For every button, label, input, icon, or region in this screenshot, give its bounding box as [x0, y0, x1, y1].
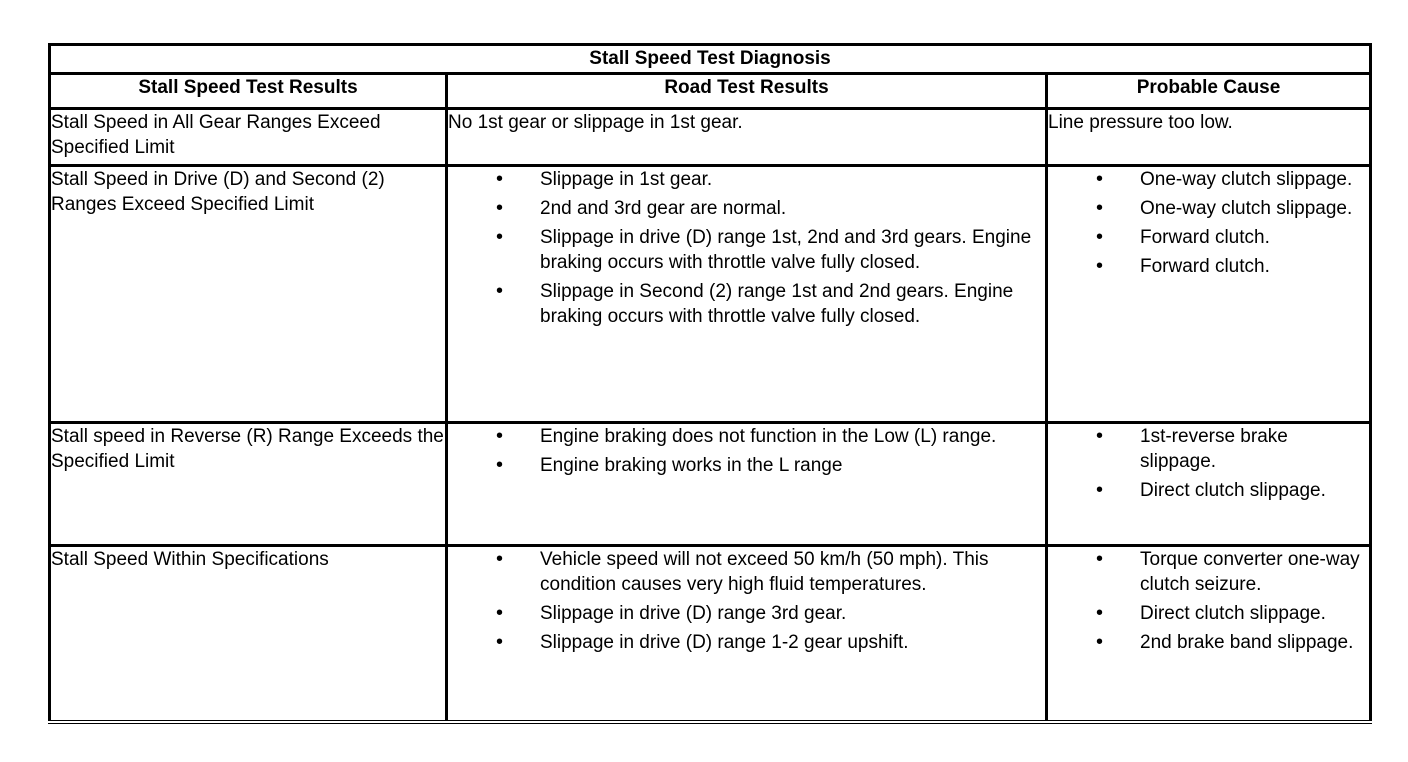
probable-cause-cell: Line pressure too low. — [1047, 109, 1371, 166]
road-result-cell — [447, 423, 1047, 546]
list-item — [1048, 547, 1369, 597]
road-result-cell — [447, 546, 1047, 723]
bullet-icon: • — [496, 454, 504, 476]
probable-cause-cell — [1047, 166, 1371, 423]
list-item-text: Slippage in 1st gear. — [540, 169, 713, 190]
list-item — [448, 279, 1045, 329]
bullet-icon: • — [1096, 548, 1104, 570]
bullet-icon: • — [496, 280, 504, 302]
list-item — [1048, 478, 1369, 503]
table-title: Stall Speed Test Diagnosis — [50, 45, 1371, 74]
road-result-list — [448, 167, 1045, 329]
stall-result-cell: Stall speed in Reverse (R) Range Exceeds the Specified Limit — [50, 423, 447, 546]
bullet-icon: • — [496, 425, 504, 447]
list-item-text: 2nd and 3rd gear are normal. — [540, 198, 787, 219]
road-result-list — [448, 547, 1045, 655]
list-item-text: Direct clutch slippage. — [1140, 603, 1326, 624]
bullet-icon: • — [496, 197, 504, 219]
list-item — [1048, 424, 1369, 474]
list-item-text: Vehicle speed will not exceed 50 km/h (50 mph). This condition causes very high fluid temperatures. — [540, 549, 989, 595]
road-result-list — [448, 424, 1045, 478]
bullet-icon: • — [1096, 197, 1104, 219]
bullet-icon: • — [1096, 425, 1104, 447]
stall-result-cell: Stall Speed Within Specifications — [50, 546, 447, 723]
bullet-icon: • — [1096, 631, 1104, 653]
bullet-icon: • — [1096, 226, 1104, 248]
road-result-cell: No 1st gear or slippage in 1st gear. — [447, 109, 1047, 166]
stall-result-cell: Stall Speed in All Gear Ranges Exceed Specified Limit — [50, 109, 447, 166]
header-stall-speed-test-results: Stall Speed Test Results — [50, 74, 447, 109]
table-row — [50, 423, 1371, 546]
stall-speed-diagnosis-table — [48, 43, 1372, 724]
list-item — [1048, 630, 1369, 655]
list-item — [448, 630, 1045, 655]
list-item — [1048, 601, 1369, 626]
list-item — [448, 225, 1045, 275]
bullet-icon: • — [496, 602, 504, 624]
bullet-icon: • — [496, 226, 504, 248]
list-item-text: 1st-reverse brake slippage. — [1140, 426, 1288, 472]
bullet-icon: • — [1096, 168, 1104, 190]
bullet-icon: • — [496, 548, 504, 570]
list-item — [1048, 196, 1369, 221]
list-item-text: Direct clutch slippage. — [1140, 480, 1326, 501]
list-item — [448, 601, 1045, 626]
list-item — [448, 453, 1045, 478]
table-row — [50, 546, 1371, 723]
probable-cause-list — [1048, 547, 1369, 655]
bullet-icon: • — [1096, 255, 1104, 277]
list-item-text: Slippage in drive (D) range 3rd gear. — [540, 603, 847, 624]
list-item-text: One-way clutch slippage. — [1140, 198, 1353, 219]
bullet-icon: • — [496, 631, 504, 653]
list-item-text: Forward clutch. — [1140, 256, 1270, 277]
list-item-text: One-way clutch slippage. — [1140, 169, 1353, 190]
list-item-text: Slippage in drive (D) range 1st, 2nd and 3rd gears. Engine braking occurs with throttle valve fully closed. — [540, 227, 1032, 273]
road-result-cell — [447, 166, 1047, 423]
list-item — [448, 167, 1045, 192]
list-item — [1048, 167, 1369, 192]
bullet-icon: • — [1096, 602, 1104, 624]
probable-cause-cell — [1047, 546, 1371, 723]
list-item-text: 2nd brake band slippage. — [1140, 632, 1354, 653]
bullet-icon: • — [496, 168, 504, 190]
list-item-text: Engine braking does not function in the Low (L) range. — [540, 426, 997, 447]
list-item-text: Engine braking works in the L range — [540, 455, 843, 476]
probable-cause-list — [1048, 167, 1369, 279]
list-item — [448, 424, 1045, 449]
list-item — [448, 196, 1045, 221]
list-item — [1048, 254, 1369, 279]
list-item — [448, 547, 1045, 597]
probable-cause-list — [1048, 424, 1369, 503]
table-row — [50, 109, 1371, 166]
table-row — [50, 166, 1371, 423]
list-item-text: Torque converter one-way clutch seizure. — [1140, 549, 1360, 595]
header-probable-cause: Probable Cause — [1047, 74, 1371, 109]
list-item-text: Slippage in Second (2) range 1st and 2nd gears. Engine braking occurs with throttle valve fully closed. — [540, 281, 1014, 327]
list-item — [1048, 225, 1369, 250]
list-item-text: Forward clutch. — [1140, 227, 1270, 248]
stall-result-cell: Stall Speed in Drive (D) and Second (2) Ranges Exceed Specified Limit — [50, 166, 447, 423]
list-item-text: Slippage in drive (D) range 1-2 gear upshift. — [540, 632, 909, 653]
probable-cause-cell — [1047, 423, 1371, 546]
bullet-icon: • — [1096, 479, 1104, 501]
header-road-test-results: Road Test Results — [447, 74, 1047, 109]
